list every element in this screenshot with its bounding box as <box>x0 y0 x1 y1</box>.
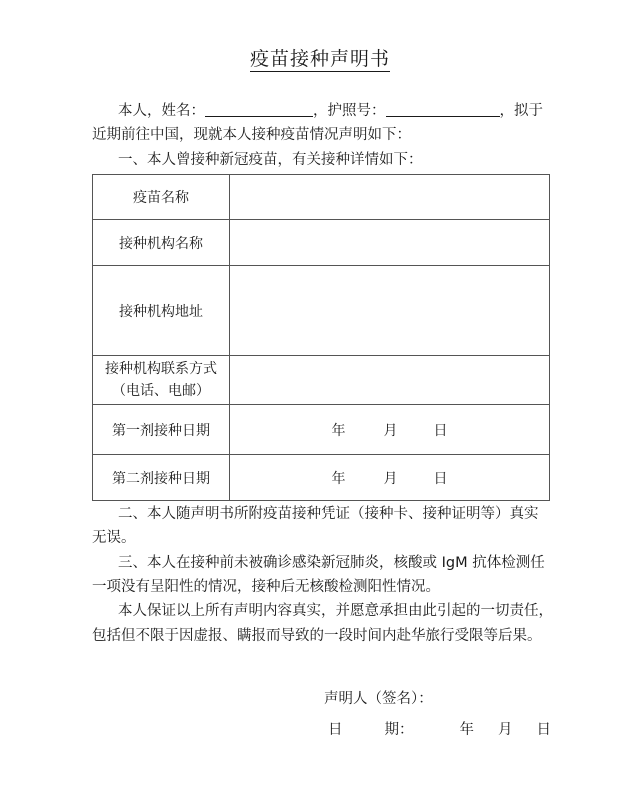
vaccine-name-label: 疫苗名称 <box>93 175 230 220</box>
intro-line-2: 近期前往中国，现就本人接种疫苗情况声明如下： <box>92 127 411 143</box>
document-title: 疫苗接种声明书 <box>249 48 390 70</box>
section-2-line-1: 二、本人随声明书所附疫苗接种凭证（接种卡、接种证明等）真实 <box>118 506 539 522</box>
table-row <box>93 266 550 356</box>
institution-contact-cell[interactable] <box>230 356 550 405</box>
date-label-char-2: 期： <box>384 722 414 738</box>
declarant-signature-label: 声明人（签名）： <box>324 691 433 707</box>
second-dose-date-cell[interactable]: 年 月 日 <box>230 455 550 501</box>
signature-date-row <box>328 720 551 740</box>
date-month: 月 <box>498 722 513 738</box>
first-dose-date-label: 第一剂接种日期 <box>93 405 230 455</box>
guarantee-line-1: 本人保证以上所有声明内容真实，并愿意承担由此引起的一切责任， <box>118 603 553 619</box>
date-day: 日 <box>536 722 551 738</box>
section-3-line-1: 三、本人在接种前未被确诊感染新冠肺炎，核酸或 IgM 抗体检测任 <box>118 555 545 571</box>
vaccination-table <box>92 174 550 501</box>
institution-address-cell[interactable] <box>230 266 550 356</box>
first-dose-date-cell[interactable]: 年 月 日 <box>230 405 550 455</box>
section-1-heading: 一、本人曾接种新冠疫苗，有关接种详情如下： <box>118 152 423 168</box>
passport-label: ，护照号： <box>313 103 386 119</box>
section-3-line-2: 一项没有呈阳性的情况，接种后无核酸检测阳性情况。 <box>92 579 440 595</box>
date-year: 年 <box>459 722 474 738</box>
guarantee-line-2: 包括但不限于因虚报、瞒报而导致的一段时间内赴华旅行受限等后果。 <box>92 628 542 644</box>
table-row <box>93 455 550 501</box>
vaccine-name-cell[interactable] <box>230 175 550 220</box>
section-2-line-2: 无误。 <box>92 530 136 546</box>
name-blank[interactable] <box>205 100 313 117</box>
intro-line-1 <box>118 100 543 121</box>
name-label: 本人，姓名： <box>118 103 205 119</box>
table-row <box>93 220 550 266</box>
intro-tail: ，拟于 <box>499 103 543 119</box>
signature-area[interactable] <box>436 689 546 707</box>
second-dose-date-label: 第二剂接种日期 <box>93 455 230 501</box>
institution-name-label: 接种机构名称 <box>93 220 230 266</box>
institution-contact-label: 接种机构联系方式 （电话、电邮） <box>93 356 230 405</box>
table-row <box>93 175 550 220</box>
institution-address-label: 接种机构地址 <box>93 266 230 356</box>
date-label-char-1: 日 <box>328 722 343 738</box>
passport-blank[interactable] <box>386 100 500 117</box>
institution-name-cell[interactable] <box>230 220 550 266</box>
table-row <box>93 405 550 455</box>
table-row <box>93 356 550 405</box>
